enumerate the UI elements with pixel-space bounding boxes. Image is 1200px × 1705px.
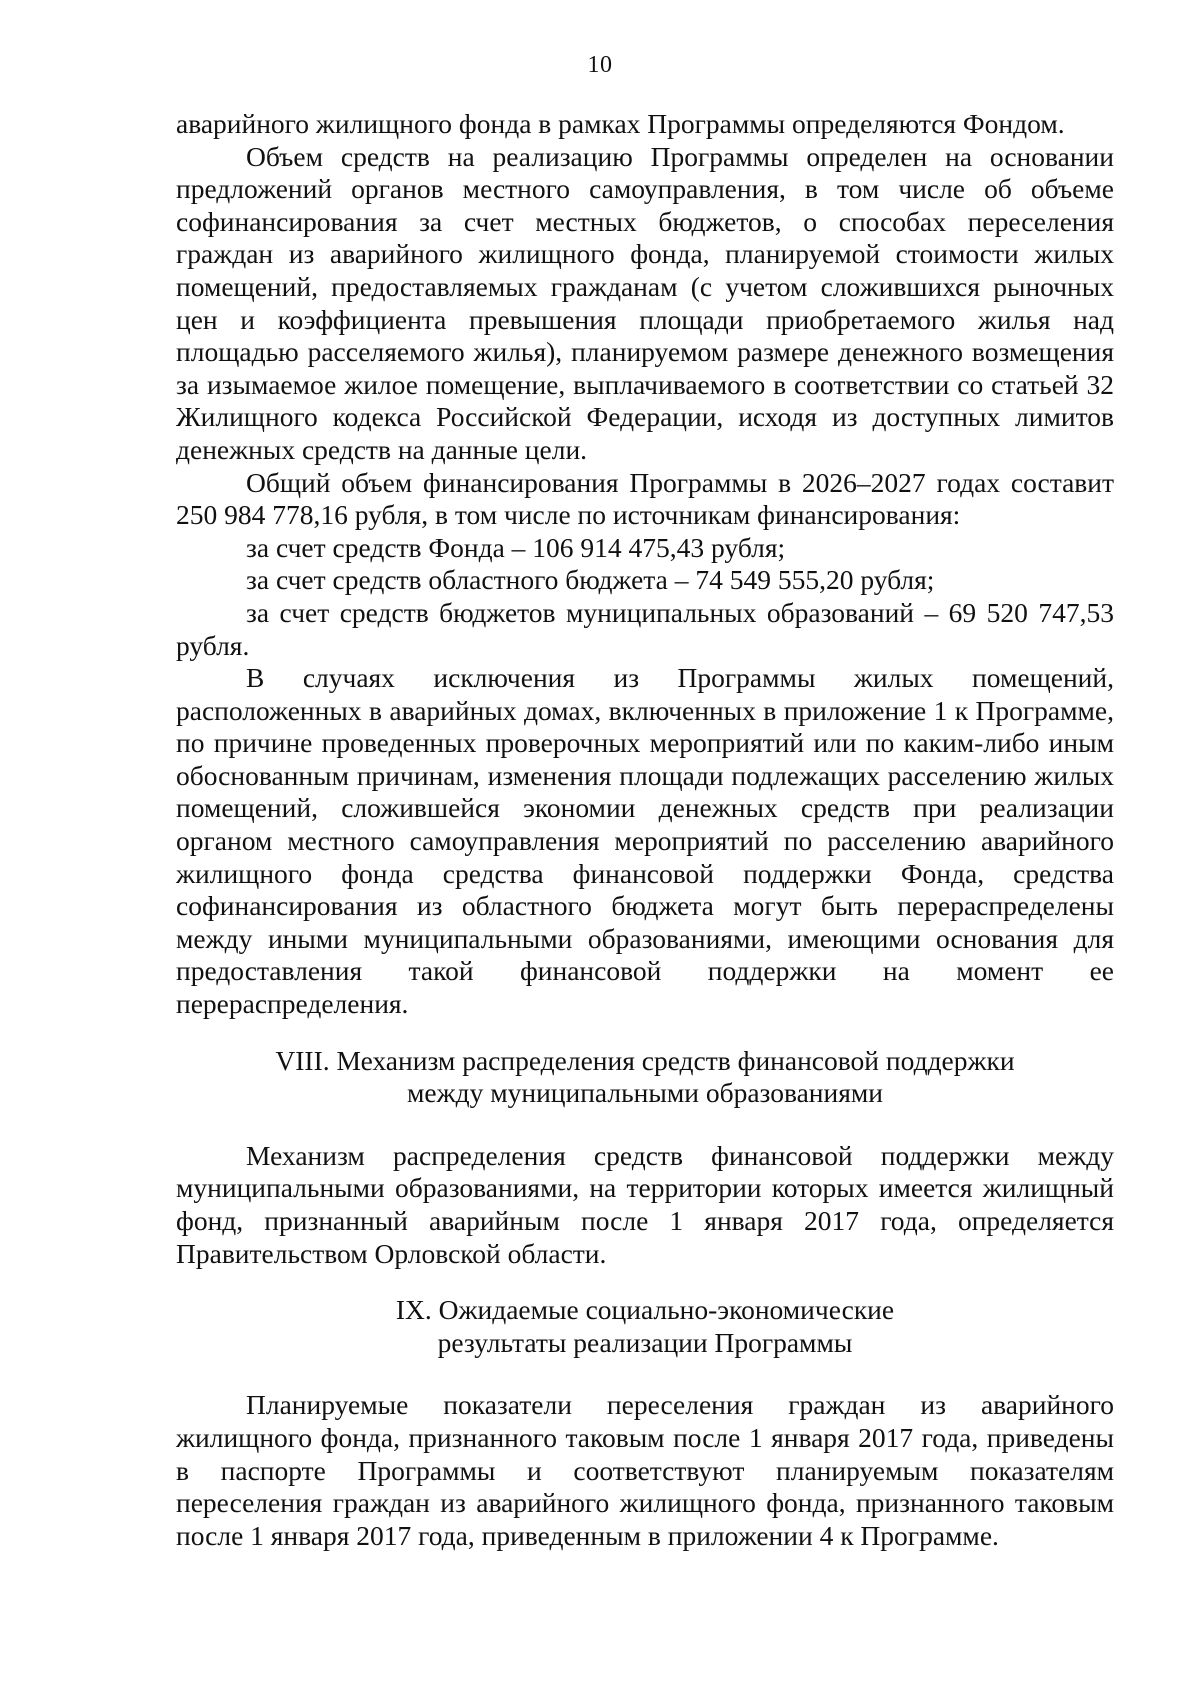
section-9-heading-line-2: результаты реализации Программы bbox=[437, 1326, 853, 1358]
section-8-paragraph: Механизм распределения средств финансовой поддержки между муниципальными образованиями, на территории которых имеется жилищный фонд, признанный аварийным после 1 января 2017 года, определяется Правительством Орловской области. bbox=[176, 1139, 1114, 1269]
page-number: 10 bbox=[587, 52, 613, 78]
section-8-heading-line-2: между муниципальными образованиями bbox=[406, 1077, 884, 1109]
section-8-heading bbox=[176, 1045, 1114, 1110]
funding-source-regional: за счет средств областного бюджета – 74 549 555,20 рубля; bbox=[246, 564, 935, 596]
funding-source-municipal: за счет средств бюджетов муниципальных образований – 69 520 747,53 рубля. bbox=[176, 596, 1114, 661]
section-9-heading-line-1: IX. Ожидаемые социально-экономические bbox=[395, 1294, 895, 1326]
continuation-paragraph: аварийного жилищного фонда в рамках Программы определяются Фондом. bbox=[176, 108, 1065, 139]
funding-volume-paragraph: Объем средств на реализацию Программы определен на основании предложений органов местного самоуправления, в том числе об объеме софинансирования за счет местных бюджетов, о способах переселения граждан из аварийного жилищного фонда, планируемой стоимости жилых помещений, предоставляемых гражданам (с учетом сложившихся рыночных цен и коэффициента превышения площади приобретаемого жилья над площадью расселяемого жилья), планируемом размере денежного возмещения за изымаемое жилое помещение, выплачиваемого в соответствии со статьей 32 Жилищного кодекса Российской Федерации, исходя из доступных лимитов денежных средств на данные цели. bbox=[176, 140, 1114, 465]
redistribution-paragraph: В случаях исключения из Программы жилых помещений, расположенных в аварийных домах, включенных в приложение 1 к Программе, по причине проведенных проверочных мероприятий или по каким-либо иным обоснованным причинам, изменения площади подлежащих расселению жилых помещений, сложившейся экономии денежных средств при реализации органом местного самоуправления мероприятий по расселению аварийного жилищного фонда средства финансовой поддержки Фонда, средства софинансирования из областного бюджета могут быть перераспределены между иными муниципальными образованиями, имеющими основания для предоставления такой финансовой поддержки на момент ее перераспределения. bbox=[176, 662, 1114, 1020]
funding-source-fund: за счет средств Фонда – 106 914 475,43 рубля; bbox=[246, 531, 786, 563]
section-9-paragraph: Планируемые показатели переселения граждан из аварийного жилищного фонда, признанного таковым после 1 января 2017 года, приведены в паспорте Программы и соответствуют планируемым показателям переселения граждан из аварийного жилищного фонда, признанного таковым после 1 января 2017 года, приведенным в приложении 4 к Программе. bbox=[176, 1389, 1114, 1551]
section-8-heading-line-1: VIII. Механизм распределения средств финансовой поддержки bbox=[275, 1044, 1015, 1076]
section-9-heading bbox=[176, 1294, 1114, 1359]
total-funding-paragraph: Общий объем финансирования Программы в 2026–2027 годах составит 250 984 778,16 рубля, в том числе по источникам финансирования: bbox=[176, 466, 1114, 531]
document-body bbox=[176, 108, 1114, 1552]
